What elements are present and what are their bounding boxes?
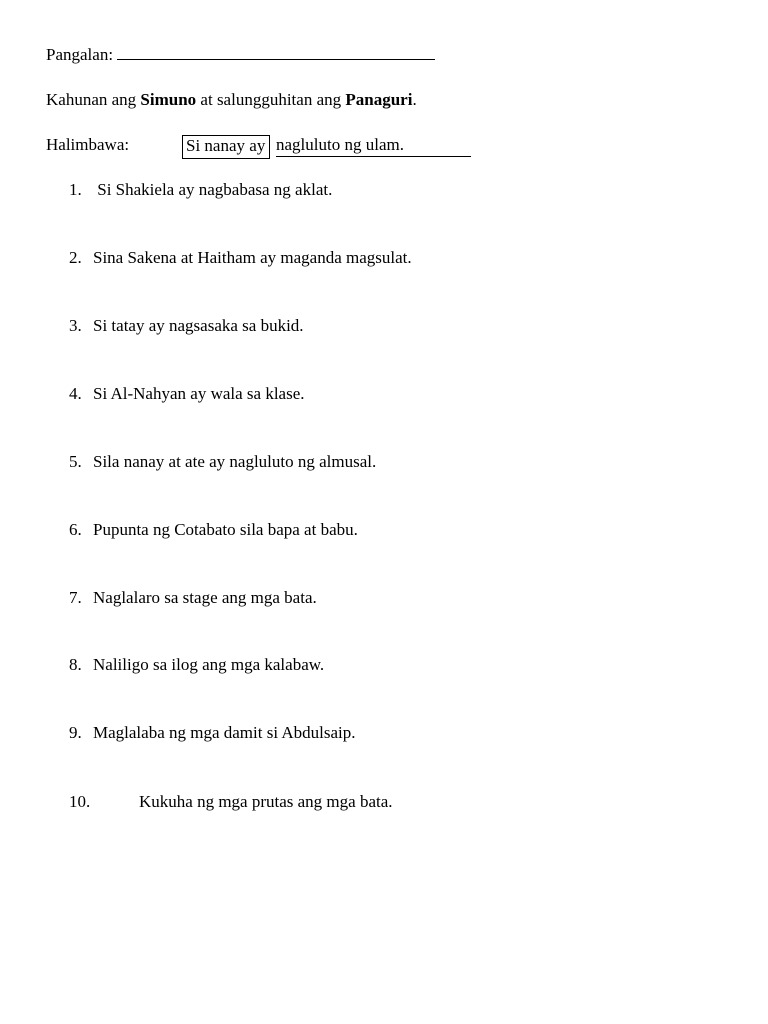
- item-number: 10.: [69, 792, 91, 811]
- list-item: [69, 248, 412, 268]
- example-subject-box: Si nanay ay: [182, 135, 270, 159]
- item-text: Si Al-Nahyan ay wala sa klase.: [93, 384, 305, 403]
- item-text: Naglalaro sa stage ang mga bata.: [93, 588, 317, 607]
- item-number: 6.: [69, 520, 82, 539]
- item-text: Kukuha ng mga prutas ang mga bata.: [139, 792, 393, 811]
- list-item: [69, 384, 305, 404]
- item-number: 7.: [69, 588, 82, 607]
- item-number: 1.: [69, 180, 82, 199]
- name-blank-line[interactable]: [117, 44, 435, 60]
- item-text: Sila nanay at ate ay nagluluto ng almusal.: [93, 452, 377, 471]
- item-text: Si tatay ay nagsasaka sa bukid.: [93, 316, 304, 335]
- list-item: [69, 180, 332, 200]
- instructions: [46, 90, 417, 110]
- item-number: 8.: [69, 655, 82, 674]
- item-number: 9.: [69, 723, 82, 742]
- list-item: [69, 723, 356, 743]
- example-predicate-underline: nagluluto ng ulam.: [276, 135, 471, 157]
- instructions-predicate-word: Panaguri: [345, 90, 413, 109]
- name-label: Pangalan:: [46, 45, 114, 64]
- list-item: [69, 520, 358, 540]
- list-item: [69, 588, 317, 608]
- item-text: Pupunta ng Cotabato sila bapa at babu.: [93, 520, 358, 539]
- item-text: Sina Sakena at Haitham ay maganda magsulat.: [93, 248, 412, 267]
- instructions-middle: at salungguhitan ang: [196, 90, 346, 109]
- item-number: 2.: [69, 248, 82, 267]
- item-number: 3.: [69, 316, 82, 335]
- item-number: 4.: [69, 384, 82, 403]
- item-text: Si Shakiela ay nagbabasa ng aklat.: [93, 180, 333, 199]
- list-item: [69, 316, 304, 336]
- instructions-subject-word: Simuno: [140, 90, 197, 109]
- list-item: [69, 655, 324, 675]
- list-item: [69, 792, 393, 812]
- instructions-suffix: .: [412, 90, 417, 109]
- example-label: Halimbawa:: [46, 135, 130, 154]
- item-text: Maglalaba ng mga damit si Abdulsaip.: [93, 723, 356, 742]
- name-field: [46, 44, 435, 65]
- item-text: Naliligo sa ilog ang mga kalabaw.: [93, 655, 325, 674]
- list-item: [69, 452, 376, 472]
- item-number: 5.: [69, 452, 82, 471]
- instructions-prefix: Kahunan ang: [46, 90, 141, 109]
